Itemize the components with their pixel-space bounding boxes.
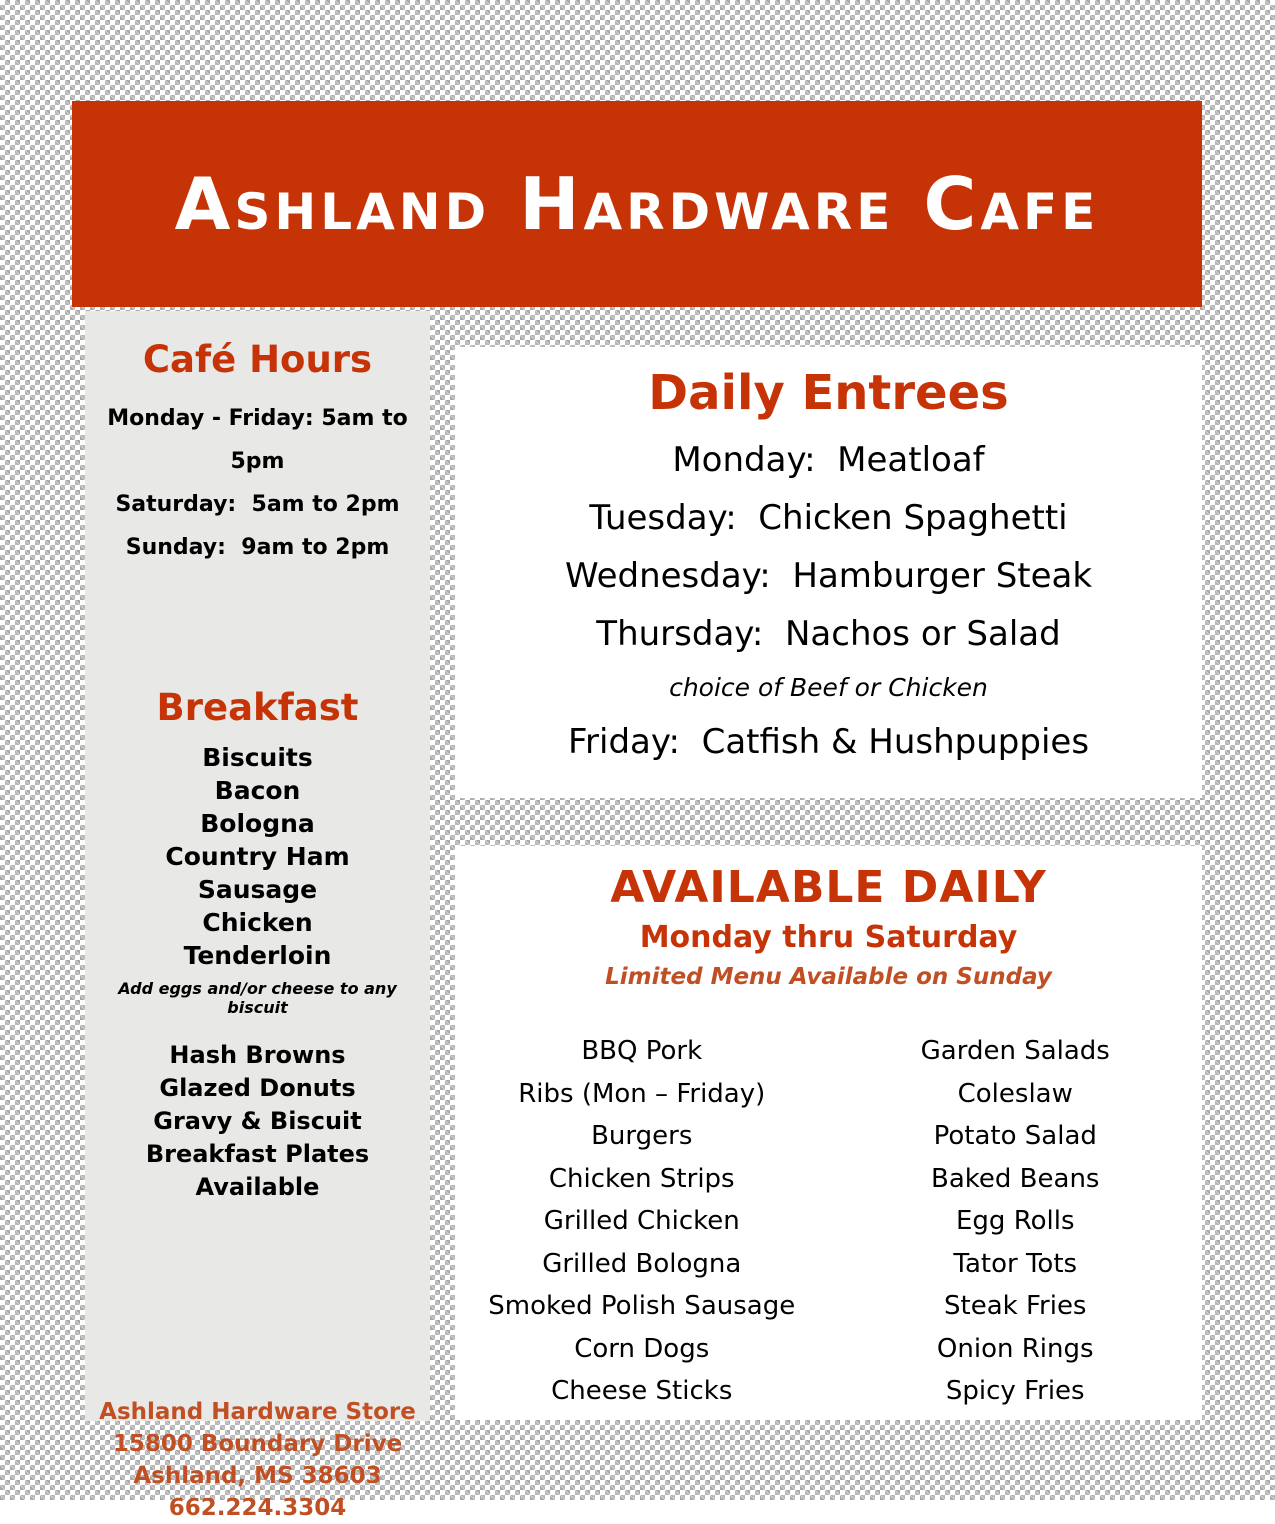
header-banner [72, 101, 1202, 307]
cafe-hours-heading: Café Hours [142, 338, 373, 381]
breakfast-item: Biscuits [202, 743, 313, 772]
store-address-line: Ashland, MS 38603 [133, 1463, 382, 1489]
menu-item: Ribs (Mon – Friday) [518, 1078, 766, 1109]
breakfast-item: Country Ham [165, 842, 350, 871]
breakfast-more-list [93, 1039, 422, 1204]
menu-item: Chicken Strips [548, 1163, 735, 1194]
breakfast-list [93, 741, 422, 972]
daily-entree-line: choice of Beef or Chicken [669, 673, 988, 702]
breakfast-item: Gravy & Biscuit [153, 1107, 362, 1135]
menu-item: Cheese Sticks [551, 1376, 733, 1406]
menu-item: Spicy Fries [945, 1376, 1085, 1406]
daily-entree-line: Wednesday: Hamburger Steak [564, 556, 1093, 596]
available-daily-left-column [455, 1030, 829, 1413]
daily-entree-line: Thursday: Nachos or Salad [596, 614, 1061, 654]
daily-entrees-list [455, 431, 1202, 771]
breakfast-item: Sausage [197, 875, 318, 904]
menu-item: Corn Dogs [574, 1333, 710, 1364]
available-daily-columns [455, 1030, 1202, 1413]
menu-item: Onion Rings [936, 1333, 1094, 1364]
available-daily-heading: AVAILABLE DAILY [610, 862, 1047, 913]
cafe-hours-line: Saturday: 5am to 2pm [115, 492, 400, 517]
available-daily-right-column [829, 1030, 1203, 1413]
breakfast-item: Hash Browns [169, 1041, 346, 1069]
breakfast-item: Bologna [200, 809, 315, 838]
menu-item: Baked Beans [931, 1163, 1100, 1194]
cafe-hours-list [93, 397, 422, 569]
menu-item: Tator Tots [953, 1248, 1078, 1279]
daily-entrees-heading: Daily Entrees [648, 365, 1009, 421]
store-address-block [93, 1396, 422, 1524]
available-daily-subheading: Monday thru Saturday [639, 920, 1018, 955]
daily-entrees-section [455, 347, 1202, 798]
menu-item: Potato Salad [933, 1121, 1097, 1151]
menu-item: Grilled Chicken [543, 1206, 740, 1236]
available-daily-section [455, 846, 1202, 1420]
breakfast-heading: Breakfast [156, 686, 359, 729]
sidebar [85, 311, 430, 1521]
cafe-title: Ashland Hardware Cafe [174, 162, 1100, 246]
menu-item: Grilled Bologna [542, 1248, 742, 1279]
breakfast-item: Glazed Donuts [159, 1074, 356, 1102]
breakfast-note: Add eggs and/or cheese to any biscuit [118, 979, 403, 1017]
daily-entree-line: Monday: Meatloaf [672, 440, 985, 480]
store-address-line: Ashland Hardware Store [99, 1399, 416, 1425]
menu-item: Steak Fries [944, 1291, 1087, 1321]
cafe-hours-line: Sunday: 9am to 2pm [125, 535, 390, 560]
menu-item: Smoked Polish Sausage [488, 1291, 796, 1321]
breakfast-item: Tenderloin [183, 941, 332, 970]
daily-entree-line: Friday: Catfish & Hushpuppies [567, 722, 1090, 762]
menu-item: Egg Rolls [956, 1206, 1075, 1236]
menu-item: Coleslaw [957, 1078, 1073, 1109]
menu-item: Garden Salads [920, 1036, 1110, 1066]
store-address-line: 15800 Boundary Drive [112, 1431, 403, 1457]
store-address-line: 662.224.3304 [168, 1495, 347, 1521]
breakfast-item: Bacon [214, 776, 301, 805]
cafe-hours-line: Monday - Friday: 5am to 5pm [107, 406, 416, 474]
menu-item: BBQ Pork [581, 1036, 703, 1066]
menu-item: Burgers [591, 1121, 693, 1151]
daily-entree-line: Tuesday: Chicken Spaghetti [589, 498, 1068, 538]
breakfast-item: Breakfast Plates Available [145, 1140, 378, 1201]
breakfast-item: Chicken [202, 908, 313, 937]
available-daily-note: Limited Menu Available on Sunday [605, 964, 1052, 990]
